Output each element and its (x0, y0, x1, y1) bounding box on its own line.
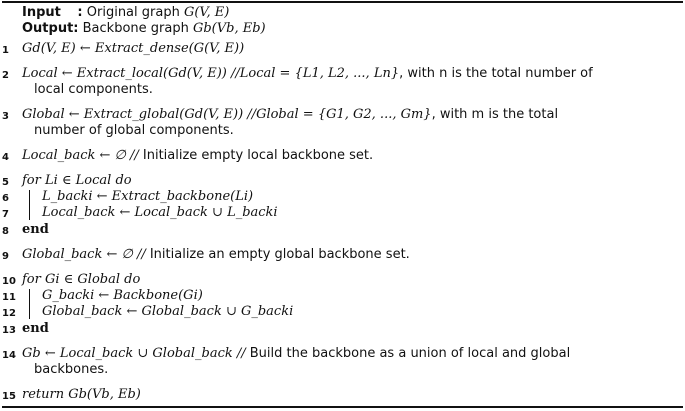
algo-line-4 (2, 148, 677, 164)
algo-line-13 (2, 321, 677, 337)
line-code: G_backi ← Backbone(Gi) (42, 288, 203, 303)
line-number: 5 (2, 177, 9, 188)
algo-line-9 (2, 247, 677, 263)
line-comment: Initialize empty local backbone set. (142, 148, 374, 163)
line-number: 7 (2, 209, 9, 220)
algo-line-10 (2, 272, 677, 288)
line-comment: , with m is the total (431, 107, 559, 122)
line-number: 11 (2, 292, 16, 303)
algo-line-11 (2, 288, 677, 304)
line-code: for Gi ∈ Global do (22, 272, 141, 287)
line-code: Local ← Extract_local(Gd(V, E)) //Local = {L1, L2, ..., Ln} (22, 66, 400, 81)
input-sep: : (77, 5, 83, 20)
output-math: Gb(Vb, Eb) (192, 21, 266, 36)
line-code: Global_back ← Global_back ∪ G_backi (42, 304, 294, 319)
algo-line-12 (2, 304, 677, 320)
line-continuation: backbones. (34, 362, 109, 377)
line-continuation: local components. (34, 82, 153, 97)
line-number: 12 (2, 308, 16, 319)
line-number: 13 (2, 325, 16, 336)
line-number: 4 (2, 152, 9, 163)
algo-line-3 (2, 107, 677, 139)
line-comment: , with n is the total number of (399, 66, 593, 81)
bottom-rule (2, 406, 683, 408)
line-number: 14 (2, 350, 16, 361)
line-number: 1 (2, 45, 9, 56)
input-text: Original graph (86, 5, 184, 20)
algo-line-7 (2, 205, 677, 221)
line-continuation: number of global components. (34, 123, 234, 138)
output-label: Output: (22, 21, 79, 36)
line-code: Gb ← Local_back ∪ Global_back // (22, 346, 250, 361)
line-number: 15 (2, 391, 16, 402)
line-code: end (22, 222, 49, 237)
line-code: Global ← Extract_global(Gd(V, E)) //Global = {G1, G2, ..., Gm} (22, 107, 432, 122)
algo-line-8 (2, 222, 677, 238)
algo-line-1 (2, 41, 677, 57)
line-code: Global_back ← ∅ // (22, 247, 150, 262)
algo-line-14 (2, 346, 677, 378)
line-code: Gd(V, E) ← Extract_dense(G(V, E)) (22, 41, 245, 56)
line-comment: Build the backbone as a union of local and global (249, 346, 571, 361)
algo-line-15 (2, 387, 677, 403)
line-code: end (22, 321, 49, 336)
line-code: for Li ∈ Local do (22, 173, 132, 188)
line-code: L_backi ← Extract_backbone(Li) (42, 189, 254, 204)
line-number: 8 (2, 226, 9, 237)
line-code: return Gb(Vb, Eb) (22, 387, 141, 402)
input-label: Input (22, 5, 61, 20)
algo-line-6 (2, 189, 677, 205)
input-math: G(V, E) (183, 5, 230, 20)
line-number: 6 (2, 193, 9, 204)
output-line (22, 21, 266, 37)
algo-line-2 (2, 66, 677, 98)
line-number: 3 (2, 111, 9, 122)
algo-line-5 (2, 173, 677, 189)
top-rule (2, 1, 683, 3)
line-comment: Initialize an empty global backbone set. (149, 247, 410, 262)
line-number: 10 (2, 276, 16, 287)
line-code: Local_back ← Local_back ∪ L_backi (42, 205, 278, 220)
line-number: 9 (2, 251, 9, 262)
output-text: Backbone graph (82, 21, 193, 36)
input-line (22, 5, 229, 21)
line-code: Local_back ← ∅ // (22, 148, 143, 163)
line-number: 2 (2, 70, 9, 81)
